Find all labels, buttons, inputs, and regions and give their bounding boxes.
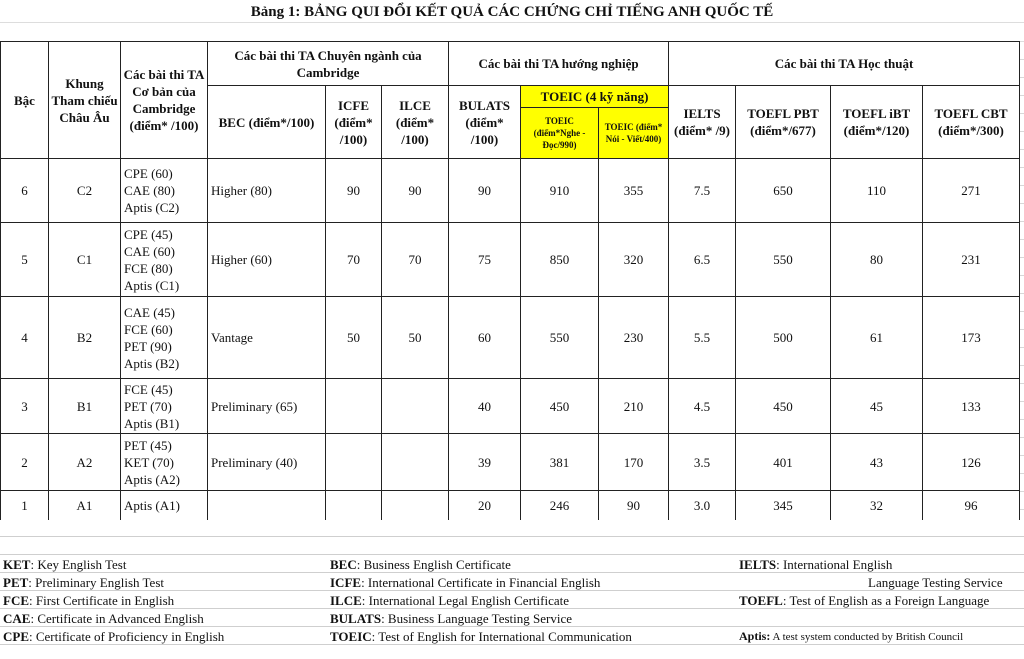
- cell-bac: 2: [1, 434, 49, 491]
- cell-bac: 1: [1, 491, 49, 521]
- cambridge-exam: PET (70): [124, 398, 172, 414]
- cell-bulats: 20: [449, 491, 521, 521]
- legend-text: : International Certificate in Financial English: [361, 575, 601, 590]
- cell-cefr: C2: [49, 159, 121, 223]
- legend-text: : Business Language Testing Service: [381, 611, 572, 626]
- legend-item: [739, 593, 989, 609]
- legend-item: [330, 629, 632, 645]
- cell-toeic-lr: 381: [521, 434, 599, 491]
- legend-abbr: BEC: [330, 557, 357, 572]
- legend-abbr: PET: [3, 575, 29, 590]
- conversion-table: [0, 41, 1020, 521]
- cell-toeic-sw: 90: [599, 491, 669, 521]
- cell-cambridge: [121, 223, 208, 297]
- cell-cefr: A1: [49, 491, 121, 521]
- cell-bulats: 40: [449, 379, 521, 434]
- cell-pbt: 550: [736, 223, 831, 297]
- cell-icfe: [326, 434, 382, 491]
- cell-ilce: 90: [382, 159, 449, 223]
- cell-icfe: [326, 379, 382, 434]
- legend-abbr: IELTS: [739, 557, 777, 572]
- legend-text: : International English: [776, 557, 893, 572]
- cambridge-exam: Aptis (C1): [124, 277, 180, 293]
- legend-item: [330, 611, 572, 627]
- legend-abbr: Aptis:: [739, 629, 771, 643]
- cell-ilce: [382, 434, 449, 491]
- legend-abbr: ILCE: [330, 593, 362, 608]
- cell-cambridge: [121, 297, 208, 379]
- cell-ibt: 45: [831, 379, 923, 434]
- cell-ielts: 3.5: [669, 434, 736, 491]
- cell-bulats: 60: [449, 297, 521, 379]
- cell-cbt: 96: [923, 491, 1020, 521]
- header-cefr: Khung Tham chiếu Châu Âu: [49, 42, 121, 159]
- table-row: [1, 159, 1020, 223]
- legend-text: : Certificate of Proficiency in English: [29, 629, 225, 644]
- cell-cambridge: [121, 379, 208, 434]
- cell-bec: Vantage: [208, 297, 326, 379]
- header-ilce: ILCE (điểm* /100): [382, 86, 449, 159]
- legend-abbr: TOEFL: [739, 593, 783, 608]
- cell-toeic-lr: 550: [521, 297, 599, 379]
- legend-abbr: TOEIC: [330, 629, 372, 644]
- legend-text: A test system conducted by British Council: [770, 631, 964, 643]
- cell-pbt: 650: [736, 159, 831, 223]
- cambridge-exam: Aptis (B2): [124, 355, 180, 371]
- table-row: [1, 491, 1020, 521]
- cell-ilce: 50: [382, 297, 449, 379]
- cell-toeic-lr: 450: [521, 379, 599, 434]
- cell-pbt: 500: [736, 297, 831, 379]
- cambridge-exam: CAE (60): [124, 243, 175, 259]
- table-row: [1, 297, 1020, 379]
- header-icfe: ICFE (điểm* /100): [326, 86, 382, 159]
- cambridge-exam: PET (90): [124, 338, 172, 354]
- cambridge-exam: FCE (80): [124, 260, 173, 276]
- legend-item: [3, 575, 164, 591]
- header-academic: Các bài thi TA Học thuật: [669, 42, 1020, 86]
- legend-text: : Business English Certificate: [356, 557, 511, 572]
- cambridge-exam: CPE (60): [124, 166, 173, 181]
- legend-item: [868, 575, 1003, 591]
- cambridge-exam: FCE (45): [124, 381, 173, 397]
- cell-pbt: 345: [736, 491, 831, 521]
- cell-cambridge: [121, 491, 208, 521]
- blank-grid-row: [0, 22, 1024, 42]
- cell-toeic-lr: 850: [521, 223, 599, 297]
- cell-bec: Higher (80): [208, 159, 326, 223]
- cell-icfe: 50: [326, 297, 382, 379]
- cell-cefr: B2: [49, 297, 121, 379]
- table-row: [1, 223, 1020, 297]
- cell-ielts: 4.5: [669, 379, 736, 434]
- legend-abbr: CAE: [3, 611, 31, 626]
- page-title: Bảng 1: BẢNG QUI ĐỔI KẾT QUẢ CÁC CHỨNG CHỈ TIẾNG ANH QUỐC TẾ: [0, 2, 1024, 22]
- legend-text: : Test of English as a Foreign Language: [782, 593, 990, 608]
- table-row: [1, 434, 1020, 491]
- cell-bac: 3: [1, 379, 49, 434]
- legend-text: : Certificate in Advanced English: [30, 611, 204, 626]
- legend-item: [739, 629, 963, 644]
- cambridge-exam: Aptis (A1): [124, 498, 180, 513]
- legend-text: : Test of English for International Communication: [371, 629, 632, 644]
- cell-cefr: A2: [49, 434, 121, 491]
- cell-ibt: 32: [831, 491, 923, 521]
- cell-ielts: 7.5: [669, 159, 736, 223]
- cell-icfe: 90: [326, 159, 382, 223]
- table-row: [1, 379, 1020, 434]
- cell-pbt: 450: [736, 379, 831, 434]
- header-toeic-4-skills: TOEIC (4 kỹ năng): [521, 86, 669, 108]
- cambridge-exam: CAE (80): [124, 183, 175, 198]
- cell-toeic-lr: 246: [521, 491, 599, 521]
- legend-text: : Preliminary English Test: [28, 575, 164, 590]
- cell-cbt: 271: [923, 159, 1020, 223]
- legend-item: [330, 575, 600, 591]
- legend-item: [330, 557, 511, 573]
- legend-text: : Key English Test: [30, 557, 127, 572]
- cell-ibt: 110: [831, 159, 923, 223]
- cell-toeic-sw: 320: [599, 223, 669, 297]
- header-toefl-pbt: TOEFL PBT (điểm*/677): [736, 86, 831, 159]
- header-bec: BEC (điểm*/100): [208, 86, 326, 159]
- legend-abbr: BULATS: [330, 611, 382, 626]
- cell-bac: 6: [1, 159, 49, 223]
- cell-ibt: 61: [831, 297, 923, 379]
- cell-cbt: 231: [923, 223, 1020, 297]
- cell-toeic-sw: 230: [599, 297, 669, 379]
- cell-cambridge: [121, 159, 208, 223]
- header-specialized: Các bài thi TA Chuyên ngành của Cambridge: [208, 42, 449, 86]
- cambridge-exam: PET (45): [124, 437, 172, 453]
- cell-toeic-sw: 210: [599, 379, 669, 434]
- legend: [0, 520, 1024, 659]
- cambridge-exam: CAE (45): [124, 304, 175, 320]
- cell-ilce: [382, 491, 449, 521]
- header-toeic-lr: TOEIC (điểm*Nghe - Đọc/990): [521, 108, 599, 159]
- cell-cbt: 173: [923, 297, 1020, 379]
- cell-bulats: 39: [449, 434, 521, 491]
- legend-item: [3, 593, 174, 609]
- legend-text: : International Legal English Certificate: [361, 593, 569, 608]
- legend-abbr: ICFE: [330, 575, 362, 590]
- cambridge-exam: KET (70): [124, 454, 174, 470]
- legend-abbr: FCE: [3, 593, 29, 608]
- header-bulats: BULATS (điểm* /100): [449, 86, 521, 159]
- cell-cambridge: [121, 434, 208, 491]
- header-toefl-ibt: TOEFL iBT (điểm*/120): [831, 86, 923, 159]
- cell-bec: [208, 491, 326, 521]
- legend-text: Language Testing Service: [868, 575, 1003, 590]
- legend-abbr: KET: [3, 557, 31, 572]
- cell-ielts: 6.5: [669, 223, 736, 297]
- cell-ilce: [382, 379, 449, 434]
- cell-ibt: 80: [831, 223, 923, 297]
- cell-cbt: 126: [923, 434, 1020, 491]
- cell-bec: Preliminary (65): [208, 379, 326, 434]
- legend-item: [3, 629, 224, 645]
- cambridge-exam: Aptis (C2): [124, 200, 180, 215]
- cell-ibt: 43: [831, 434, 923, 491]
- cell-bulats: 90: [449, 159, 521, 223]
- cell-bec: Higher (60): [208, 223, 326, 297]
- cambridge-exam: Aptis (A2): [124, 471, 180, 487]
- cambridge-exam: Aptis (B1): [124, 415, 180, 431]
- cambridge-exam: CPE (45): [124, 226, 173, 242]
- cell-ielts: 5.5: [669, 297, 736, 379]
- legend-item: [739, 557, 892, 573]
- header-cambridge-basic: Các bài thi TA Cơ bản của Cambridge (điểm* /100): [121, 42, 208, 159]
- cell-bac: 5: [1, 223, 49, 297]
- cell-pbt: 401: [736, 434, 831, 491]
- cell-ilce: 70: [382, 223, 449, 297]
- header-ielts: IELTS (điểm* /9): [669, 86, 736, 159]
- cambridge-exam: FCE (60): [124, 321, 173, 337]
- cell-toeic-sw: 355: [599, 159, 669, 223]
- cell-toeic-lr: 910: [521, 159, 599, 223]
- legend-item: [3, 611, 204, 627]
- cell-toeic-sw: 170: [599, 434, 669, 491]
- cell-cbt: 133: [923, 379, 1020, 434]
- header-bac: Bậc: [1, 42, 49, 159]
- cell-icfe: [326, 491, 382, 521]
- legend-text: : First Certificate in English: [29, 593, 175, 608]
- header-toeic-sw: TOEIC (điểm* Nói - Viết/400): [599, 108, 669, 159]
- cell-ielts: 3.0: [669, 491, 736, 521]
- legend-item: [330, 593, 569, 609]
- header-toefl-cbt: TOEFL CBT (điểm*/300): [923, 86, 1020, 159]
- legend-abbr: CPE: [3, 629, 29, 644]
- cell-bec: Preliminary (40): [208, 434, 326, 491]
- cell-cefr: B1: [49, 379, 121, 434]
- cell-icfe: 70: [326, 223, 382, 297]
- cell-cefr: C1: [49, 223, 121, 297]
- header-vocational: Các bài thi TA hướng nghiệp: [449, 42, 669, 86]
- cell-bac: 4: [1, 297, 49, 379]
- cell-bulats: 75: [449, 223, 521, 297]
- legend-item: [3, 557, 126, 573]
